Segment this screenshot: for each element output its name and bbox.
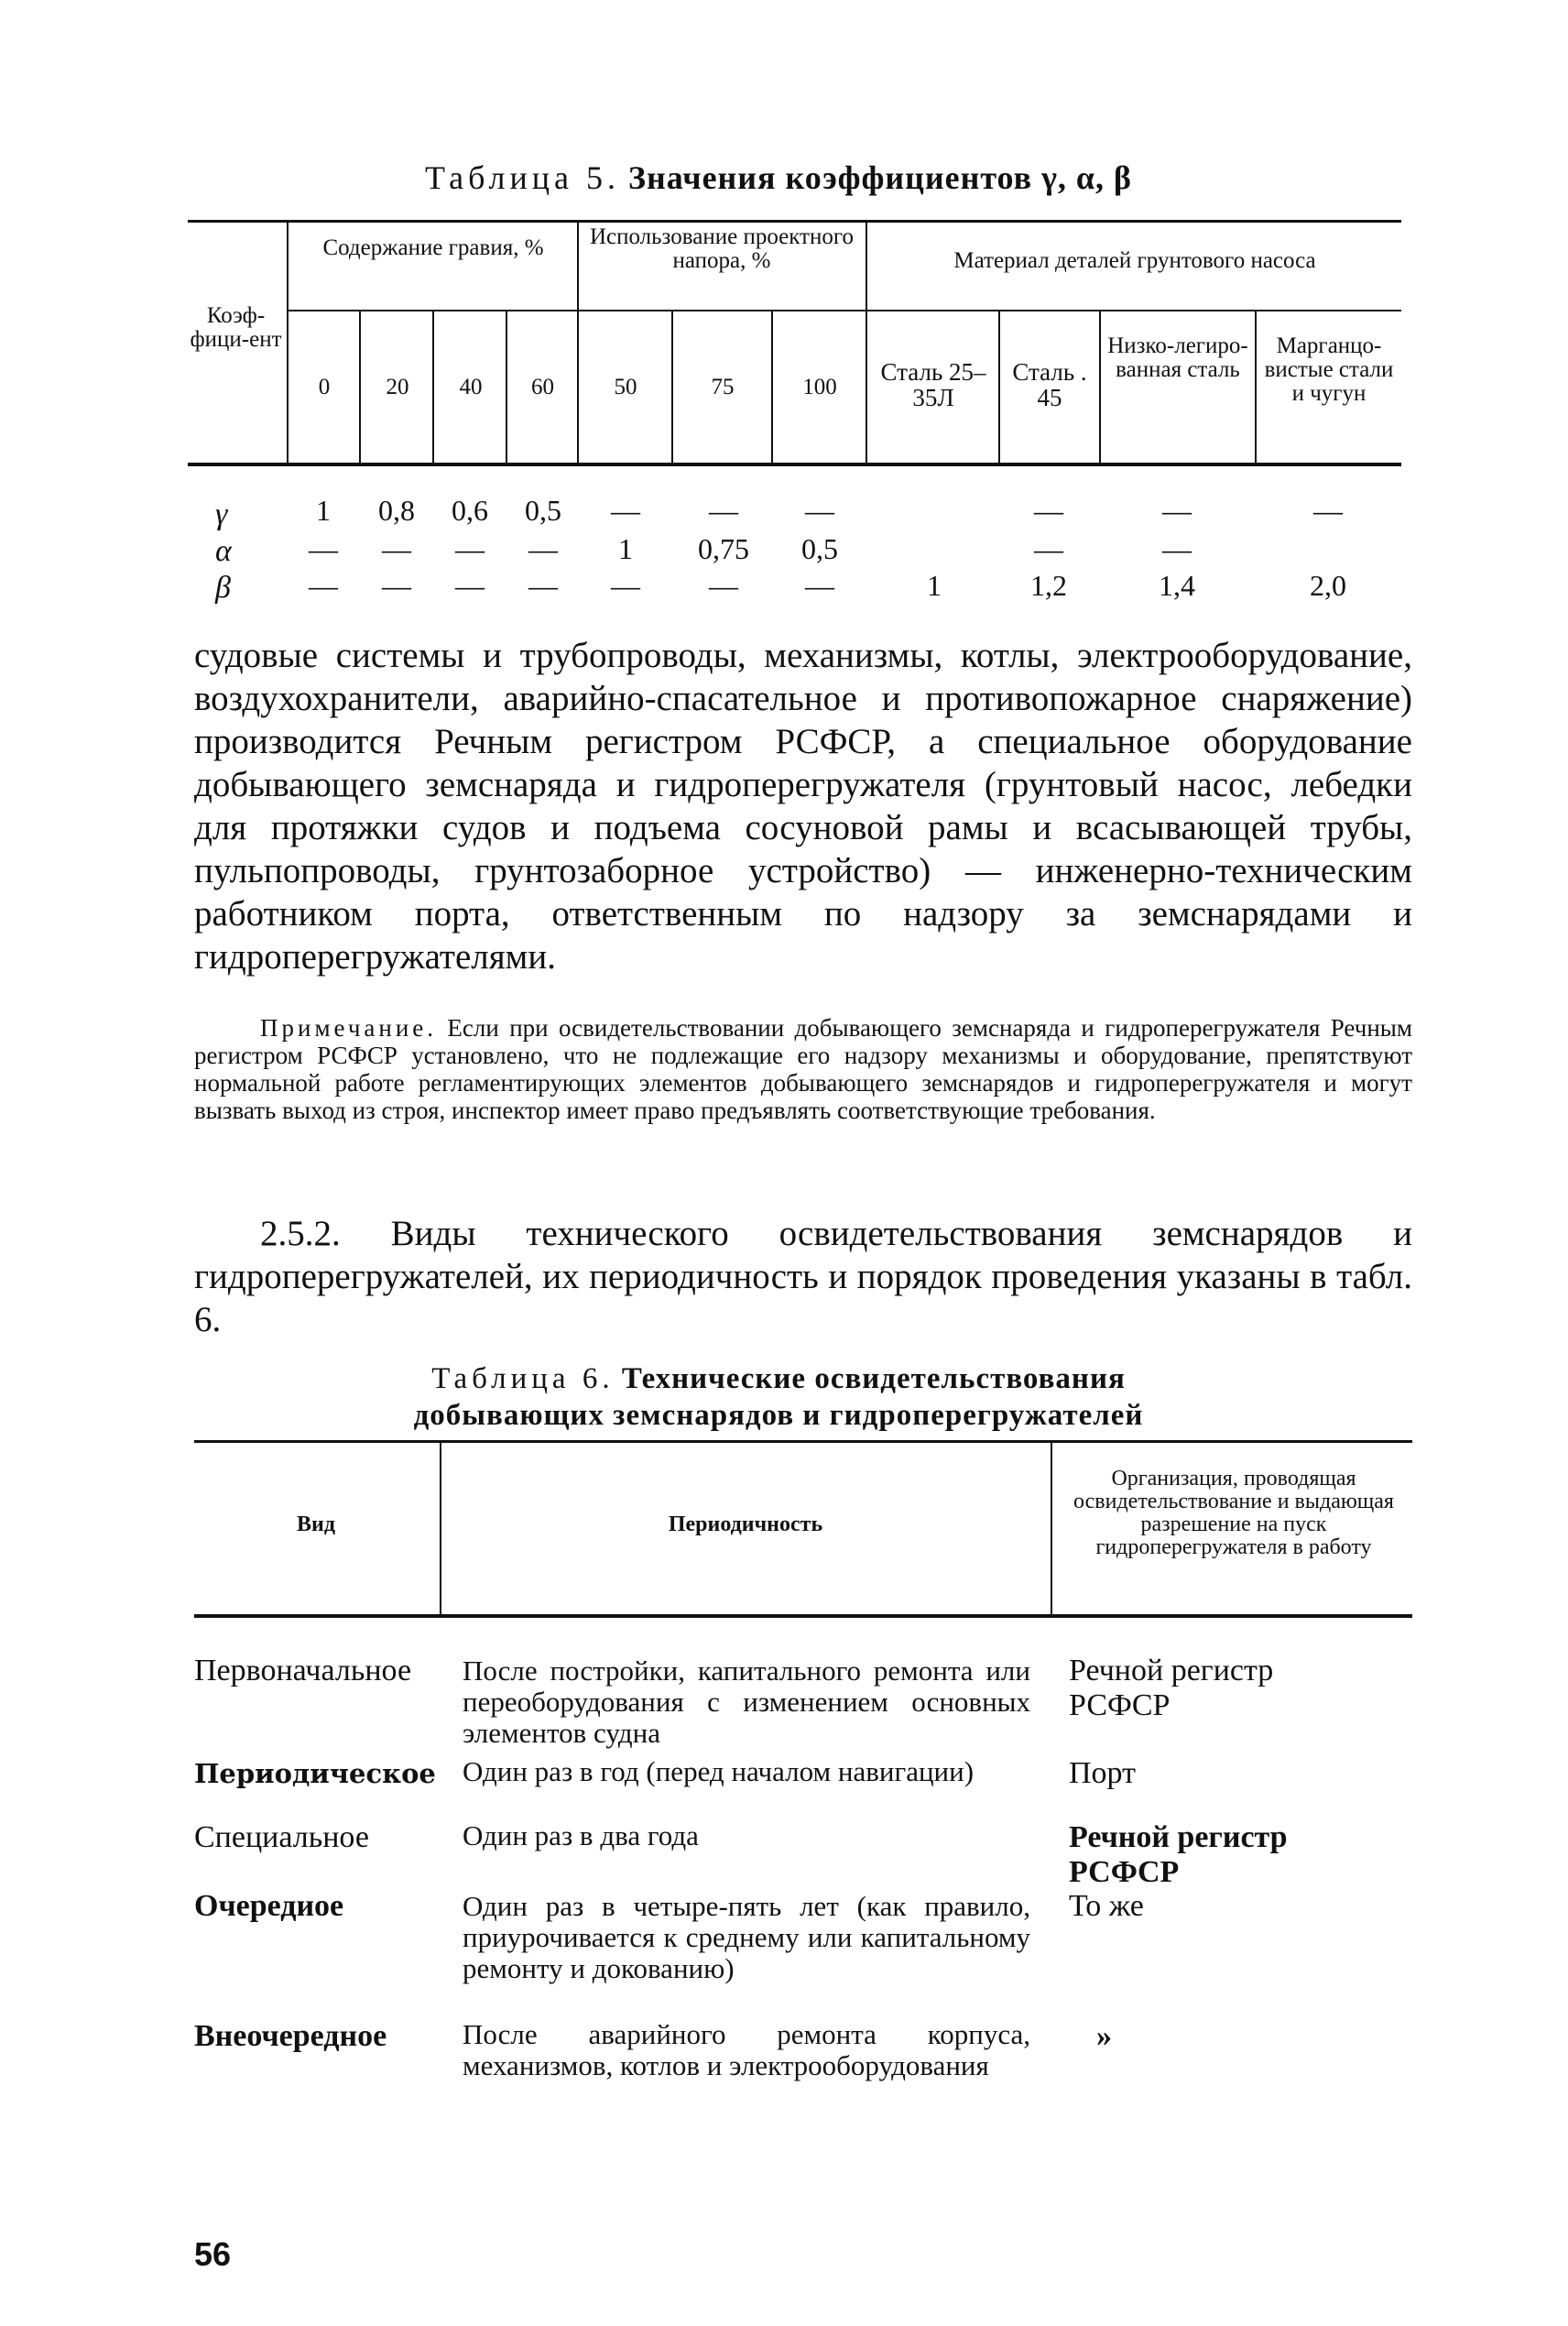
table6-row-5-period: После аварийного ремонта корпуса, механизмов, котлов и электрооборудования (463, 2018, 1030, 2081)
table5-cell: 1 (927, 569, 942, 602)
table5-cell: 1,2 (1030, 569, 1067, 602)
table6-caption-title-line2: добывающих земснарядов и гидроперегружателей (413, 1399, 1144, 1432)
note-label: Примечание. (260, 1014, 438, 1042)
table6-row-2-kind: Периодическое (194, 1758, 436, 1789)
table6-caption-title-line1: Технические освидетельствования (621, 1362, 1126, 1395)
table5-cell: — (611, 569, 640, 602)
table5-header-rule (188, 463, 1401, 466)
table5-cell: — (382, 569, 411, 602)
table5-vrule (287, 220, 289, 463)
table5-col-head-75: 75 (711, 375, 735, 399)
table5-caption-title: Значения коэффициентов γ, α, β (627, 159, 1132, 196)
table5-cell: 1 (618, 532, 633, 565)
table5-cell: — (309, 569, 338, 602)
table5-cell: 0,8 (378, 494, 415, 527)
table5-cell: — (709, 494, 738, 527)
table5-vrule (998, 311, 1000, 463)
table5-vrule (577, 220, 579, 463)
table5-cell: — (455, 532, 485, 565)
table5-vrule (671, 311, 673, 463)
table5-cell: — (528, 532, 558, 565)
table5-cell: — (805, 494, 834, 527)
table5-cell: — (455, 569, 485, 602)
table5-cell: 0,5 (525, 494, 561, 527)
table5-header-material: Материал деталей грунтового насоса (953, 248, 1316, 273)
table5-top-rule (188, 220, 1401, 223)
table6-row-3-org: Речной регистр РСФСР (1069, 1820, 1288, 1889)
table5-col-gravel-0: 0 (318, 375, 331, 399)
table5-row-alpha-symbol: α (215, 534, 232, 568)
table5-col-head-50: 50 (614, 375, 637, 399)
table5-cell: 0,5 (801, 532, 838, 565)
table6-caption (137, 1360, 1420, 1434)
table5-cell: 0,6 (452, 494, 488, 527)
table6-row-1-org: Речной регистр РСФСР (1069, 1654, 1274, 1722)
table6-row-1-period: После постройки, капитального ремонта или переоборудования с изменением основных элементов судна (463, 1654, 1030, 1749)
table6-row-4-period: Один раз в четыре-пять лет (как правило, приурочивается к среднему или капитальному ремонту и докованию) (463, 1890, 1030, 1984)
table6-row-4-org: То же (1069, 1889, 1144, 1923)
table5-header-head: Использование проектного напора, % (589, 224, 854, 273)
table5-cell: — (528, 569, 558, 602)
table5-header-coef: Коэф-фици-ент (190, 303, 282, 352)
table5-vrule (1099, 311, 1101, 463)
note-paragraph (194, 1014, 1412, 1124)
table5-subheader-rule (289, 310, 1401, 311)
table5-cell: 1 (316, 494, 331, 527)
table6-vrule (1051, 1440, 1052, 1614)
table6-row-3-kind: Специальное (194, 1820, 369, 1854)
table5-caption (137, 158, 1420, 198)
table5-caption-label: Таблица 5. (425, 159, 620, 196)
table5-cell: — (1034, 532, 1063, 565)
table5-col-head-100: 100 (802, 375, 837, 399)
table5-vrule (866, 220, 867, 463)
table5-row-beta-symbol: β (215, 571, 231, 605)
table6-row-4-kind: Очередиое (194, 1889, 344, 1923)
page-number: 56 (194, 2235, 232, 2273)
table5-cell: — (1313, 494, 1343, 527)
table5-vrule (1255, 311, 1257, 463)
table6-vrule (440, 1440, 441, 1614)
table5-vrule (771, 311, 773, 463)
table5-header-gravel: Содержание гравия, % (322, 235, 544, 260)
table6-caption-label: Таблица 6. (431, 1362, 615, 1395)
table5-cell: 2,0 (1310, 569, 1346, 602)
body-paragraph-1: судовые системы и трубопроводы, механизмы, котлы, электрооборудование, воздухохранители, аварийно-спасательное и противопожарное снаряжение) производится Речным регистром РСФСР, а специальное оборудование добывающего земснаряда и гидроперегружателя (грунтовый насос, лебедки для протяжки судов и подъема сосуновой рамы и всасывающей трубы, пульпопроводы, грунтозаборное устройство) — инженерно-техническим работником порта, ответственным по надзору за земснарядами и гидроперегружателями. (194, 636, 1412, 977)
table6-header-org: Организация, проводящая освидетельствование и выдающая разрешение на пуск гидроперегружателя в работу (1073, 1467, 1394, 1559)
table5-cell: — (709, 569, 738, 602)
table6-header-period: Периодичность (668, 1512, 823, 1536)
table5-col-steel-25: Сталь 25–35Л (880, 358, 986, 411)
table5-col-lowalloy: Низко-легиро-ванная сталь (1107, 333, 1248, 382)
table6-row-3-period: Один раз в два года (463, 1819, 699, 1851)
table5-col-gravel-20: 20 (386, 375, 409, 399)
table6-row-5-kind: Внеочередное (194, 2019, 387, 2053)
note-text: Если при освидетельствовании добывающего земснаряда и гидроперегружателя Речным регистром РСФСР установлено, что не подлежащие его надзору механизмы и оборудование, препятствуют нормальной работе регламентирующих элементов добывающего земснарядов и гидроперегружателя и могут вызвать выход из строя, инспектор имеет право предъявлять соответствующие требования. (194, 1014, 1412, 1124)
table5-cell: — (1034, 494, 1063, 527)
table5-cell: — (611, 494, 640, 527)
table5-col-manganese: Марганцо-вистые стали и чугун (1264, 333, 1394, 406)
table5-cell: 0,75 (698, 532, 749, 565)
table5-col-gravel-60: 60 (531, 375, 554, 399)
table5-cell: — (382, 532, 411, 565)
table5-col-gravel-40: 40 (459, 375, 483, 399)
table6-row-1-kind: Первоначальное (194, 1654, 412, 1687)
table5-cell: — (805, 569, 834, 602)
table5-cell: 1,4 (1159, 569, 1195, 602)
table6-header-rule (194, 1614, 1412, 1618)
table5-row-gamma-symbol: γ (215, 497, 228, 531)
table6-row-2-period: Один раз в год (перед началом навигации) (463, 1755, 975, 1787)
table5-col-steel-45: Сталь . 45 (1012, 358, 1087, 411)
table5-cell: — (1162, 532, 1192, 565)
table6-top-rule (194, 1440, 1412, 1443)
table6-header-kind: Вид (297, 1512, 335, 1536)
table5-cell: — (1162, 494, 1192, 527)
body-paragraph-2: 2.5.2. Виды технического освидетельствования земснарядов и гидроперегружателей, их периодичность и порядок проведения указаны в табл. 6. (194, 1214, 1412, 1339)
table6-row-2-org: Порт (1069, 1756, 1136, 1790)
table6-row-5-org: » (1096, 2019, 1112, 2053)
table5-cell: — (309, 532, 338, 565)
